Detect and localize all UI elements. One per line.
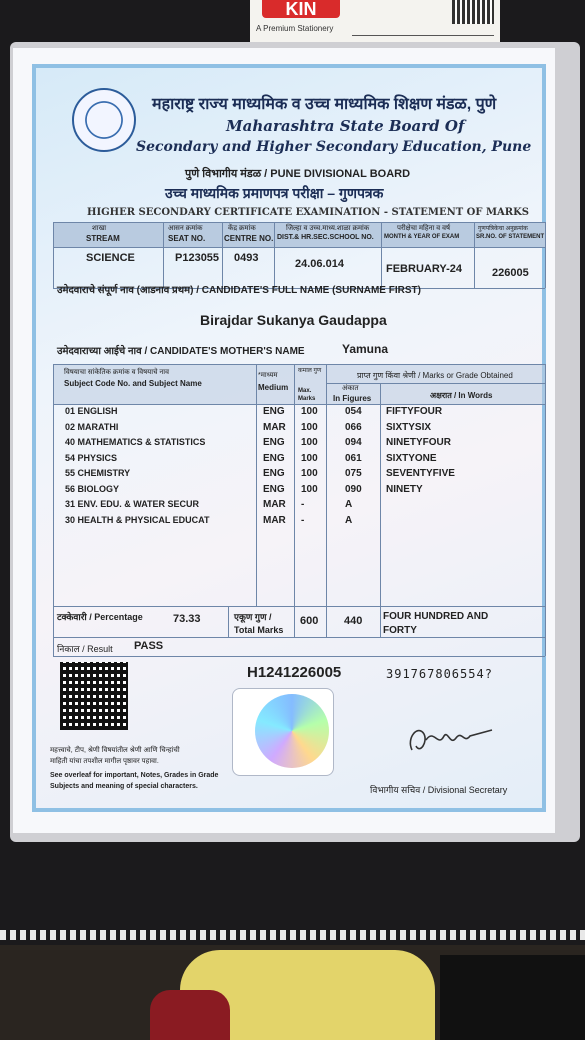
percentage-value: 73.33 [173,613,201,625]
srno-header-mr: गुणपत्रिकेचा अनुक्रमांक [478,226,528,232]
board-title-english-2: Secondary and Higher Secondary Education, Pune [136,139,532,155]
medium-header: Medium [258,383,289,392]
subject-medium-cell: ENG [263,437,285,448]
figures-header: In Figures [333,394,372,403]
subject-fig-cell: A [345,514,353,526]
subject-medium-cell: ENG [263,452,285,464]
subject-fig-cell: 090 [345,483,362,495]
subject-fig-cell: 054 [345,406,362,417]
exam-title-marathi: उच्च माध्यमिक प्रमाणपत्र परीक्षा – गुणपत्रक [165,185,384,201]
figures-header-mr: अंकात [342,385,359,392]
subject-name-cell: 01 ENGLISH [65,406,118,416]
subject-header: Subject Code No. and Subject Name [64,379,202,388]
total-label: Total Marks [234,625,284,635]
medium-header-mr: *माध्यम [258,372,278,379]
subject-max-cell: 100 [301,452,318,464]
subject-medium-cell: ENG [263,483,285,495]
board-title-english-1: Maharashtra State Board Of [226,117,465,135]
subject-name-cell: 55 CHEMISTRY [65,468,131,478]
subject-fig-cell: 061 [345,452,362,464]
mother-name: Yamuna [342,342,389,356]
month-value: FEBRUARY-24 [386,263,462,275]
month-header-mr: परीक्षेचा महिना व वर्ष [397,225,451,232]
month-header: MONTH & YEAR OF EXAM [384,234,460,240]
subject-max-cell: 100 [301,468,318,479]
label-qr-icon [452,0,494,24]
label-line [352,35,494,36]
centre-value: 0493 [234,252,259,264]
subject-fig-cell: 094 [345,437,362,448]
dist-value: 24.06.014 [295,258,344,270]
seat-value: P123055 [175,252,220,264]
total-words-1: FOUR HUNDRED AND [383,611,489,622]
candidate-name-label: उमेदवाराचे संपूर्ण नाव (आडनाव प्रथम) / CANDIDATE'S FULL NAME (SURNAME FIRST) [57,285,421,296]
qr-code-icon [60,662,128,730]
subject-max-cell: - [301,499,305,510]
subject-name-cell: 54 PHYSICS [65,452,118,463]
obtained-total: 440 [344,615,363,627]
centre-header-mr: केंद्र क्रमांक [228,225,256,232]
srno-header: SR.NO. OF STATEMENT [476,234,545,240]
subject-name-cell: 31 ENV. EDU. & WATER SECUR [65,499,200,509]
subject-max-cell: 100 [301,421,318,433]
hologram-seal-icon [255,694,329,768]
subject-medium-cell: MAR [263,514,286,526]
dist-header-mr: जिल्हा व उच्च.माध्य.शाळा क्रमांक [286,225,370,232]
board-seal-icon [72,88,136,152]
percentage-label: टक्केवारी / Percentage [57,612,143,622]
seat-header: SEAT NO. [168,234,206,243]
signature-icon [404,720,496,760]
result-value: PASS [134,640,164,652]
subject-medium-cell: ENG [263,468,285,479]
brand-logo: KIN [262,0,340,18]
binder-strip [0,930,585,940]
stream-header: STREAM [86,234,120,243]
result-label: निकाल / Result [57,644,113,654]
subject-name-cell: 40 MATHEMATICS & STATISTICS [65,437,206,447]
black-bag [440,955,585,1040]
subject-medium-cell: MAR [263,421,286,433]
red-bag [150,990,230,1040]
brand-tagline: A Premium Stationery [256,24,334,33]
subject-fig-cell: 075 [345,468,362,479]
max-header: Max. Marks [298,388,316,402]
seat-header-mr: आसन क्रमांक [168,225,203,232]
max-header-mr: कमाल गुण [298,368,322,374]
subject-max-cell: - [301,514,305,526]
words-header: अक्षरात / In Words [430,391,493,400]
dist-header: DIST.& HR.SEC.SCHOOL NO. [277,234,374,241]
note-marathi-1: महत्त्वाचे, टीप, श्रेणी विषयांतील श्रेणी आणि चिन्हांची [50,747,180,754]
subject-words-cell: NINETYFOUR [386,437,451,448]
subject-words-cell: SEVENTYFIVE [386,468,455,479]
subject-name-cell: 56 BIOLOGY [65,483,120,494]
exam-title-english: HIGHER SECONDARY CERTIFICATE EXAMINATION - STATEMENT OF MARKS [87,207,530,218]
subject-medium-cell: MAR [263,499,286,510]
board-title-marathi: महाराष्ट्र राज्य माध्यमिक व उच्च माध्यमिक शिक्षण मंडळ, पुणे [152,96,497,113]
subject-name-cell: 30 HEALTH & PHYSICAL EDUCAT [65,514,210,525]
obtained-header: प्राप्त गुण किंवा श्रेणी / Marks or Grade Obtained [357,371,513,380]
subject-max-cell: 100 [301,437,318,448]
subject-max-cell: 100 [301,483,318,495]
divisional-board: पुणे विभागीय मंडळ / PUNE DIVISIONAL BOARD [185,168,411,180]
certificate-code: H1241226005 [247,664,342,681]
centre-header: CENTRE NO. [224,234,274,243]
subject-words-cell: SIXTYONE [386,452,437,464]
note-english-1: See overleaf for important, Notes, Grades in Grade [50,772,219,779]
subject-words-cell: SIXTYSIX [386,421,432,433]
max-total: 600 [300,615,319,627]
divisional-secretary: विभागीय सचिव / Divisional Secretary [370,785,508,795]
subject-words-cell: FIFTYFOUR [386,406,443,417]
note-english-2: Subjects and meaning of special characters. [50,783,198,790]
total-words-2: FORTY [383,625,417,636]
subject-name-cell: 02 MARATHI [65,421,119,432]
subject-fig-cell: A [345,499,353,510]
handwritten-number: 391767806554? [386,667,493,681]
mother-name-label: उमेदवाराच्या आईचे नाव / CANDIDATE'S MOTHER'S NAME [57,346,305,357]
subject-medium-cell: ENG [263,406,285,417]
subject-header-mr: विषयाचा सांकेतिक क्रमांक व विषयाचे नाव [64,369,170,376]
total-label-mr: एकूण गुण / [234,612,272,622]
subject-fig-cell: 066 [345,421,362,433]
stream-value: SCIENCE [86,252,135,264]
note-marathi-2: माहिती यांचा तपशील मागील पृष्ठावर पहावा. [50,758,159,765]
stream-header-mr: शाखा [92,225,107,232]
subject-words-cell: NINETY [386,483,423,495]
candidate-name: Birajdar Sukanya Gaudappa [200,312,387,328]
subject-max-cell: 100 [301,406,318,417]
srno-value: 226005 [492,267,529,279]
